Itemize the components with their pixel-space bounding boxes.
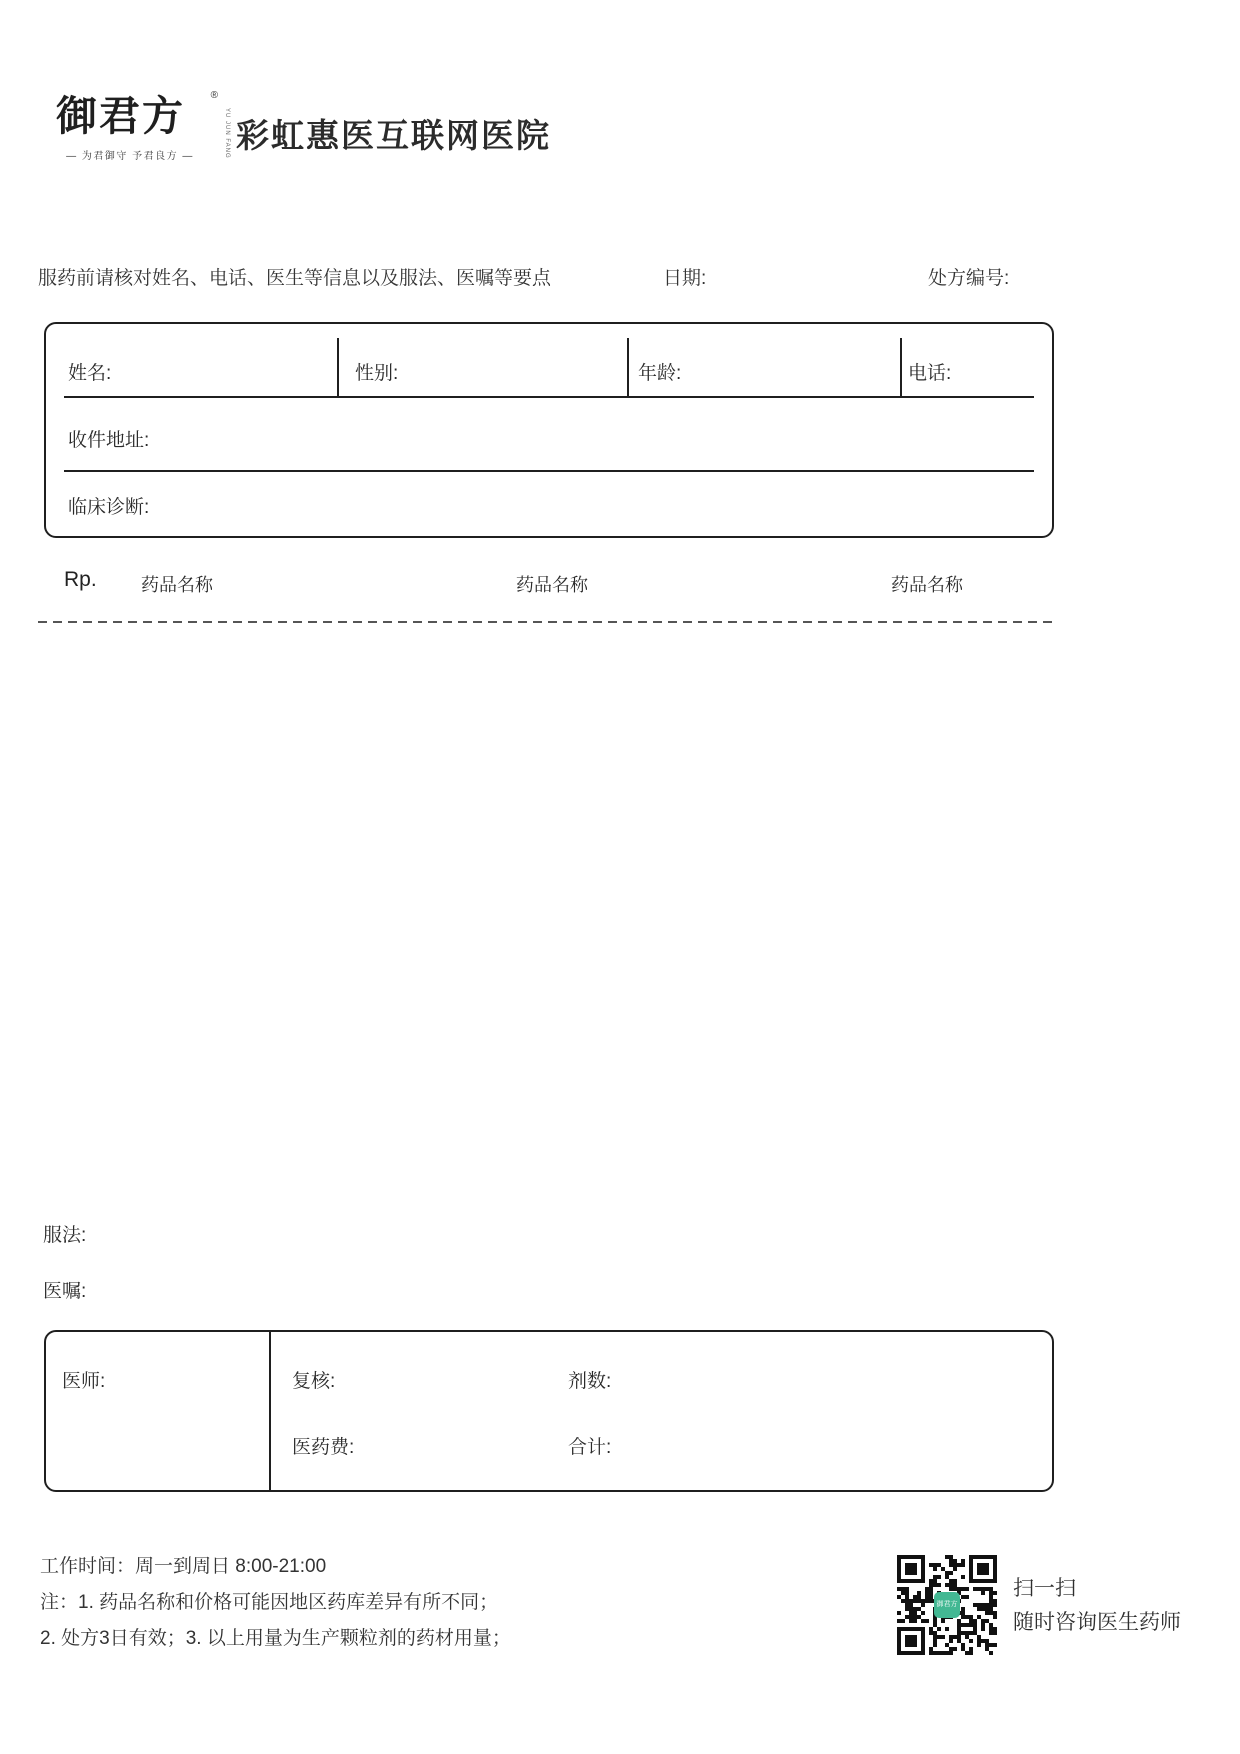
patient-info-box bbox=[44, 322, 1054, 538]
signoff-box bbox=[44, 1330, 1054, 1492]
logo-text: 御君方 bbox=[56, 92, 185, 140]
dose-count-label: 剂数: bbox=[568, 1371, 612, 1392]
rp-label: Rp. bbox=[64, 568, 97, 591]
registered-trademark-icon: ® bbox=[210, 90, 220, 101]
footer-note-line2: 2. 处方3日有效；3. 以上用量为生产颗粒剂的药材用量； bbox=[40, 1628, 511, 1649]
drug-name-column-header: 药品名称 bbox=[141, 575, 213, 595]
qr-hint-label: 随时咨询医生药师 bbox=[1013, 1611, 1181, 1634]
patient-gender-label: 性别: bbox=[355, 363, 399, 384]
column-divider bbox=[627, 338, 629, 396]
review-label: 复核: bbox=[292, 1371, 336, 1392]
hospital-title: 彩虹惠医互联网医院 bbox=[236, 117, 551, 154]
medicine-fee-label: 医药费: bbox=[292, 1437, 355, 1458]
column-divider bbox=[900, 338, 902, 396]
patient-name-label: 姓名: bbox=[68, 363, 112, 384]
shipping-address-label: 收件地址: bbox=[68, 430, 150, 451]
verification-notice: 服药前请核对姓名、电话、医生等信息以及服法、医嘱等要点 bbox=[38, 268, 552, 289]
work-hours: 工作时间：周一到周日 8:00-21:00 bbox=[40, 1556, 327, 1577]
brand-logo bbox=[56, 90, 230, 163]
prescription-number-label: 处方编号: bbox=[928, 268, 1010, 289]
usage-label: 服法: bbox=[43, 1225, 87, 1246]
patient-phone-label: 电话: bbox=[908, 363, 952, 384]
qr-center-logo-text: 御君方 bbox=[936, 1601, 958, 1608]
physician-label: 医师: bbox=[62, 1371, 106, 1392]
logo-vertical-text: YU JUN FANG bbox=[224, 108, 230, 159]
column-divider bbox=[337, 338, 339, 396]
logo-tagline: — 为君御守 予君良方 — bbox=[66, 151, 194, 163]
row-divider bbox=[64, 470, 1034, 472]
total-label: 合计: bbox=[568, 1437, 612, 1458]
patient-age-label: 年龄: bbox=[638, 363, 682, 384]
dashed-separator bbox=[38, 621, 1056, 623]
row-divider bbox=[64, 396, 1034, 398]
qr-center-logo bbox=[934, 1592, 960, 1618]
clinical-diagnosis-label: 临床诊断: bbox=[68, 497, 150, 518]
qr-code bbox=[897, 1555, 997, 1655]
date-label: 日期: bbox=[663, 268, 707, 289]
doctor-advice-label: 医嘱: bbox=[43, 1281, 87, 1302]
qr-scan-label: 扫一扫 bbox=[1013, 1577, 1076, 1600]
drug-name-column-header: 药品名称 bbox=[891, 575, 963, 595]
column-divider bbox=[269, 1332, 271, 1490]
footer-note-line1: 注：1. 药品名称和价格可能因地区药库差异有所不同； bbox=[40, 1592, 499, 1613]
drug-name-column-header: 药品名称 bbox=[516, 575, 588, 595]
